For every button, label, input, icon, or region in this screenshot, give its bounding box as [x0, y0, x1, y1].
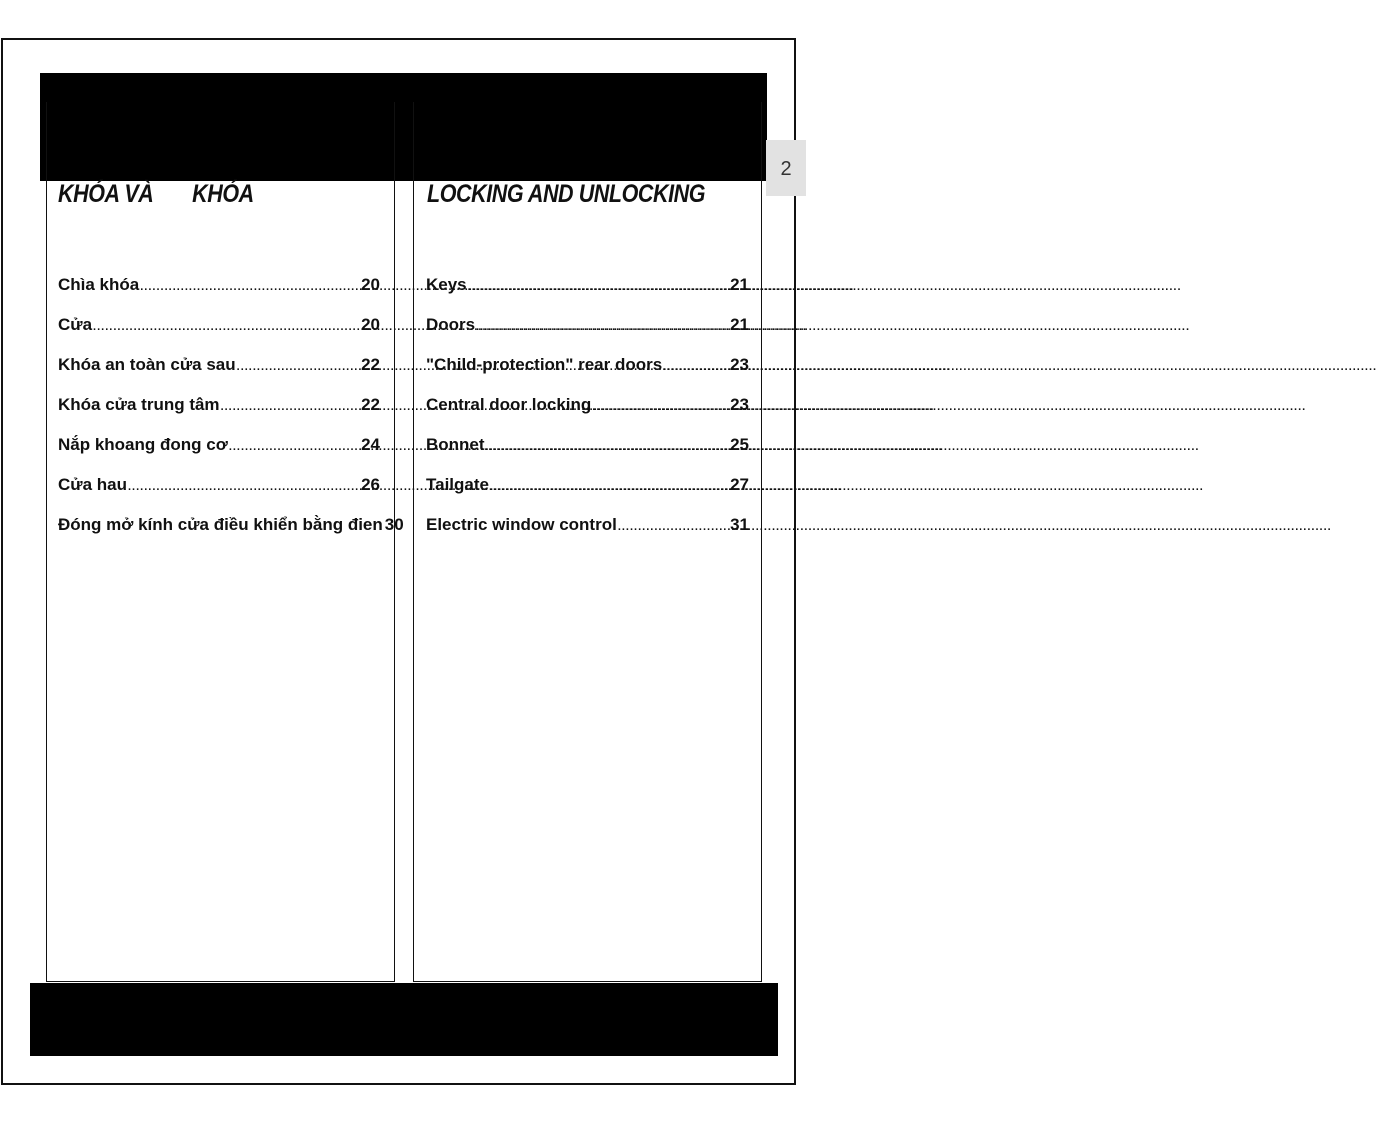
dot-leader	[237, 361, 360, 373]
toc-entry-label: Central door locking	[426, 395, 592, 414]
dot-leader	[592, 401, 729, 413]
toc-entry-page: 27	[730, 475, 749, 494]
dot-leader	[221, 401, 361, 413]
toc-entry[interactable]	[426, 275, 749, 315]
toc-entry-label: Keys	[426, 275, 467, 294]
toc-entry-label: Doors	[426, 315, 476, 334]
toc-entry-page: 22	[361, 395, 380, 414]
toc-entry-label: Khóa an toàn cửa sau	[58, 355, 236, 374]
toc-entry[interactable]	[58, 275, 380, 315]
toc-entry-label: Tailgate	[426, 475, 489, 494]
vietnamese-toc	[58, 275, 404, 555]
toc-entry[interactable]	[58, 515, 404, 555]
toc-entry-page: 25	[730, 435, 749, 454]
chapter-tab-number: 2	[780, 158, 792, 180]
english-section-title: LOCKING AND UNLOCKING	[427, 180, 706, 208]
toc-entry[interactable]	[58, 475, 380, 515]
toc-entry-label: Bonnet	[426, 435, 485, 454]
toc-entry[interactable]	[58, 315, 380, 355]
toc-entry-page: 31	[730, 515, 749, 534]
toc-entry-page: 20	[361, 275, 380, 294]
toc-entry-label: Electric window control	[426, 515, 617, 534]
toc-entry-label: Chìa khóa	[58, 275, 140, 294]
toc-entry-page: 22	[361, 355, 380, 374]
toc-entry[interactable]	[426, 435, 749, 475]
dot-leader	[490, 481, 729, 493]
dot-leader	[618, 521, 729, 533]
toc-entry-page: 30	[384, 515, 404, 534]
toc-entry[interactable]	[58, 395, 380, 435]
english-toc	[426, 275, 749, 555]
toc-entry[interactable]	[426, 515, 749, 555]
toc-entry-page: 24	[361, 435, 380, 454]
toc-entry[interactable]	[426, 315, 749, 355]
dot-leader	[229, 441, 360, 453]
dot-leader	[663, 361, 729, 373]
toc-entry-label: Cửa hau	[58, 475, 127, 494]
toc-entry-label: Khóa cửa trung tâm	[58, 395, 220, 414]
toc-entry[interactable]	[426, 395, 749, 435]
dot-leader	[128, 481, 360, 493]
toc-entry-page: 21	[730, 275, 749, 294]
toc-entry-page: 23	[730, 395, 749, 414]
toc-entry-label: Đóng mở kính cửa điều khiển bằng đien	[58, 515, 383, 534]
toc-entry[interactable]	[58, 435, 380, 475]
toc-entry-page: 21	[730, 315, 749, 334]
toc-entry-label: Cửa	[58, 315, 93, 334]
toc-entry[interactable]	[58, 355, 380, 395]
dot-leader	[476, 321, 729, 333]
toc-entry-page: 26	[361, 475, 380, 494]
toc-entry-page: 23	[730, 355, 749, 374]
footer-band	[30, 983, 778, 1056]
dot-leader	[468, 281, 729, 293]
chapter-tab	[766, 140, 806, 196]
dot-leader	[93, 321, 360, 333]
dot-leader	[486, 441, 730, 453]
toc-entry-page: 20	[361, 315, 380, 334]
toc-entry[interactable]	[426, 475, 749, 515]
toc-entry-label: "Child-protection" rear doors	[426, 355, 663, 374]
toc-entry-label: Nắp khoang đong cơ	[58, 435, 228, 454]
vietnamese-section-title: KHÓA VÀ KHÓA	[58, 180, 254, 208]
toc-entry[interactable]	[426, 355, 749, 395]
dot-leader	[140, 281, 360, 293]
